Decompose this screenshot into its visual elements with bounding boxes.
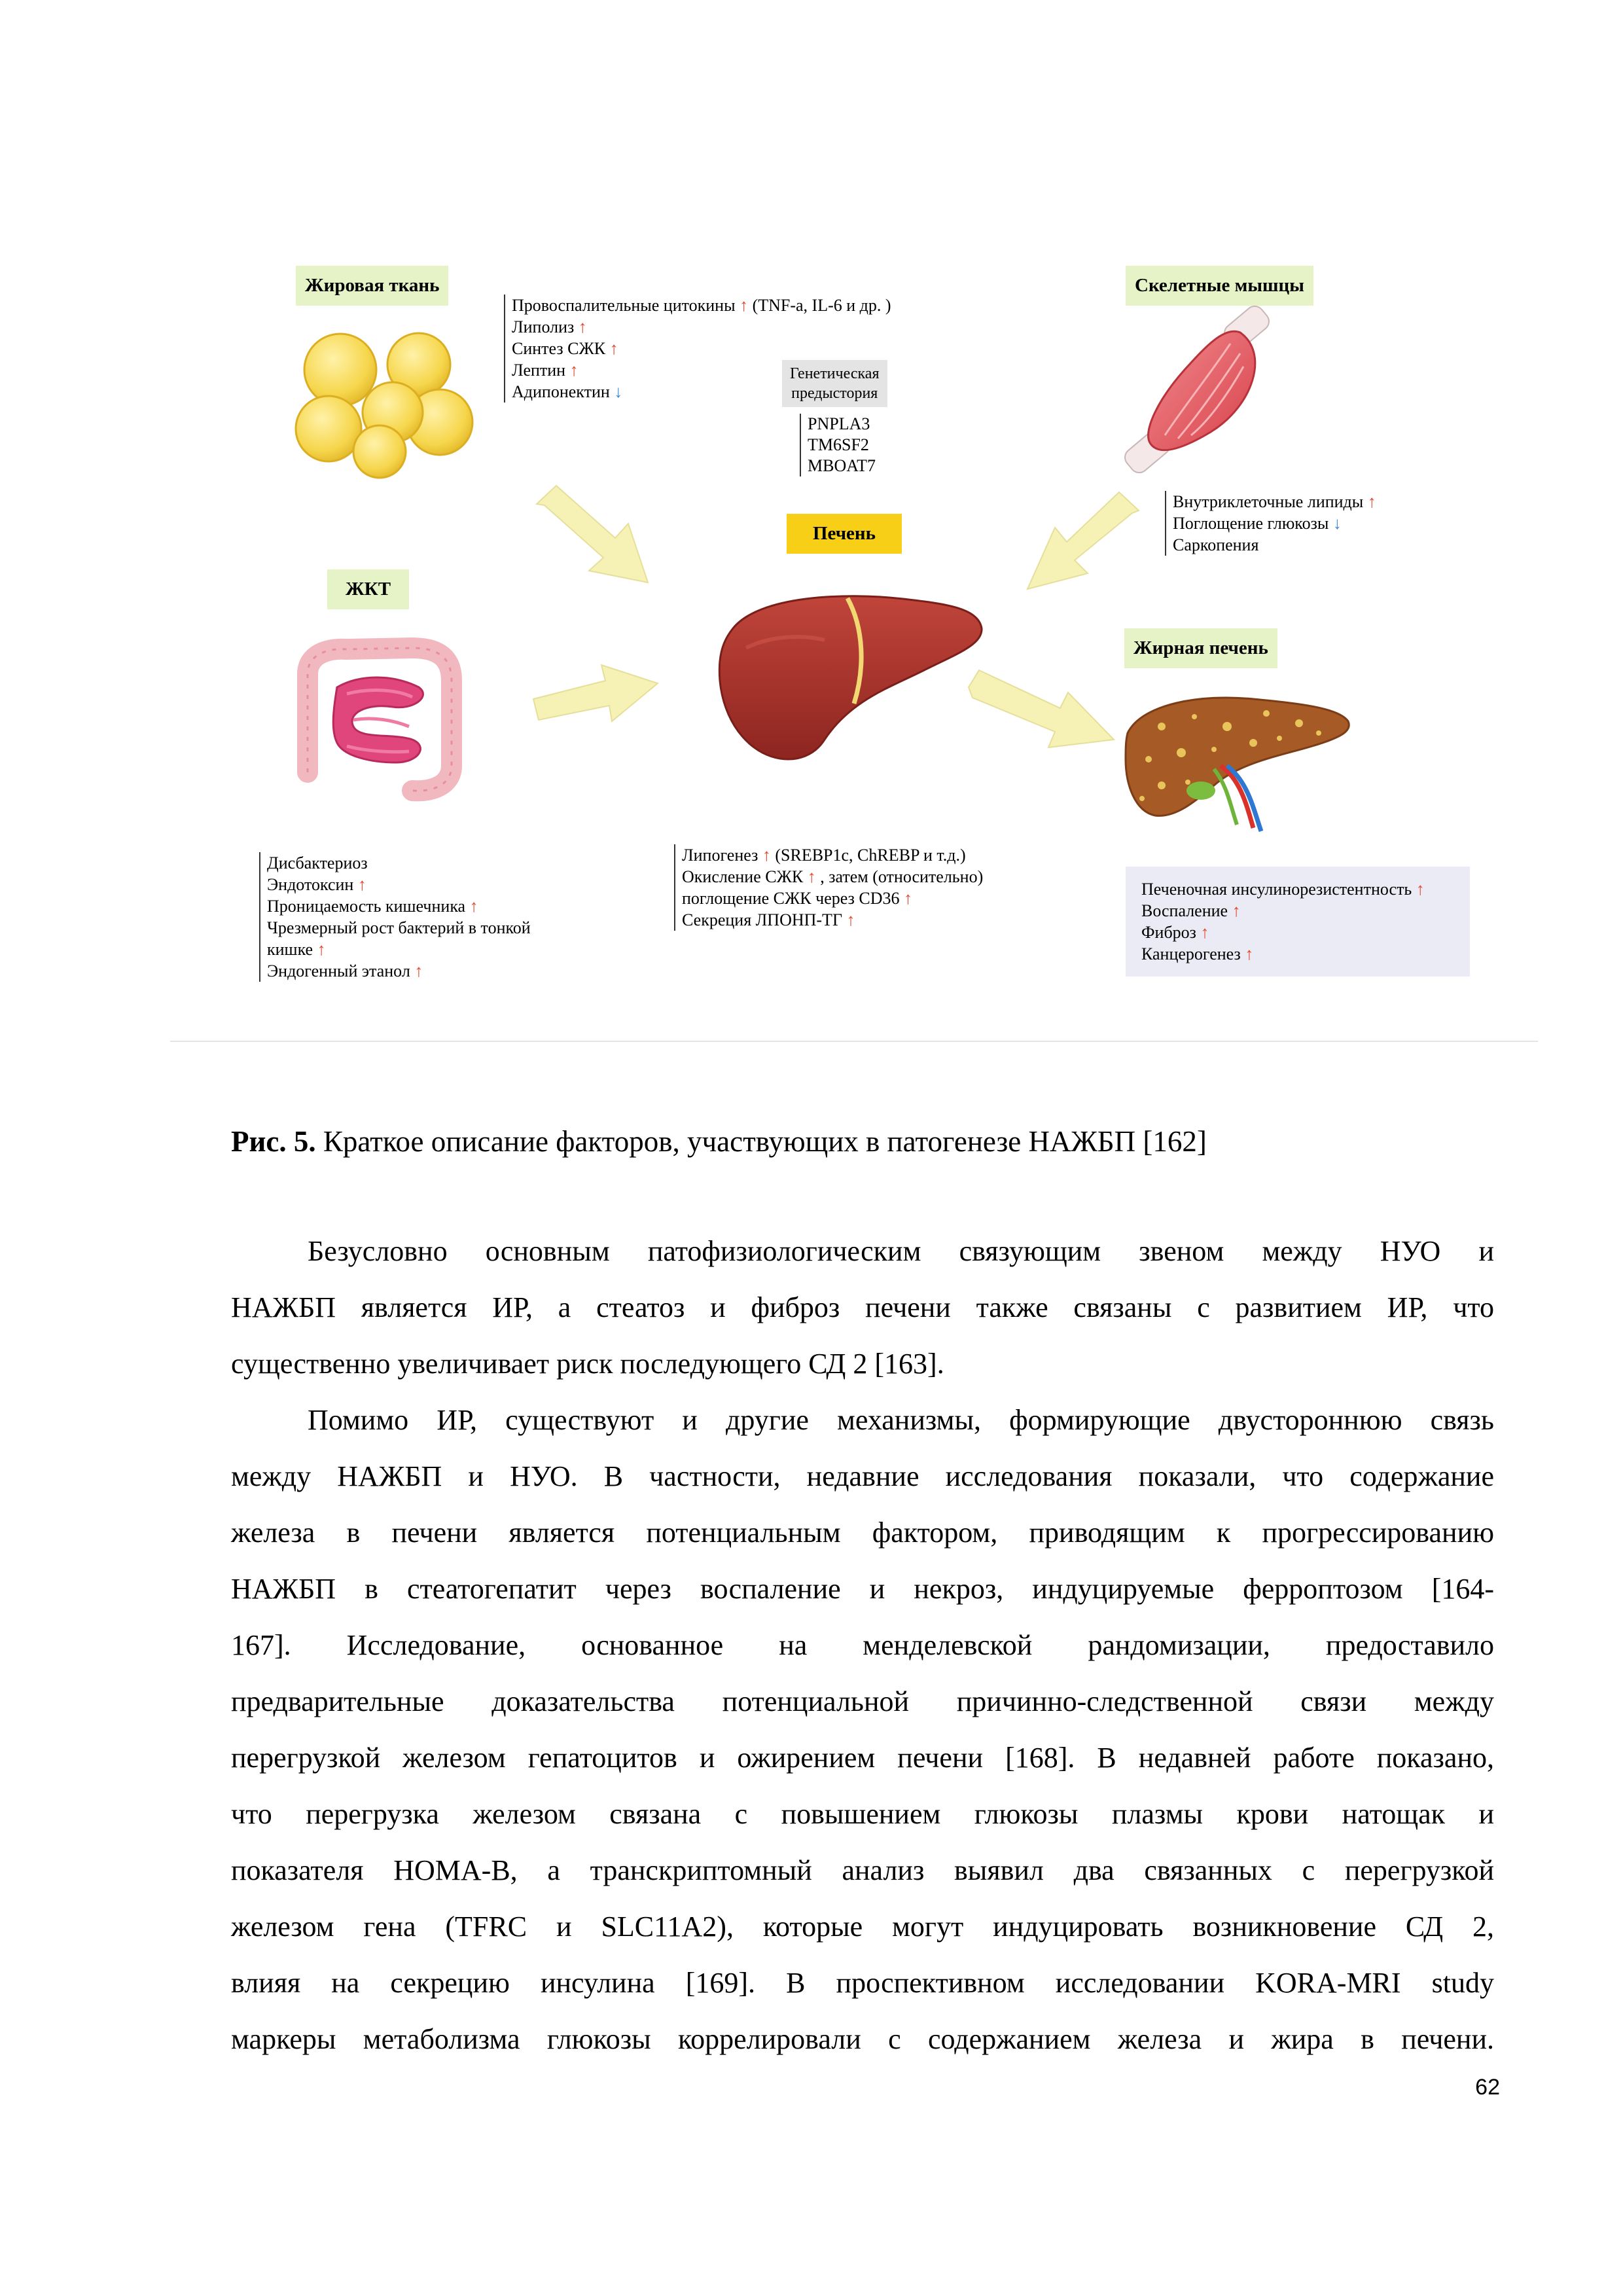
gene: PNPLA3 [808, 414, 870, 433]
text-line: НАЖБП в стеатогепатит через воспаление и некроз, индуцируемые ферроптозом [164- [231, 1573, 1494, 1605]
gut-factor: Эндотоксин ↑ [267, 875, 366, 894]
liver-illustration [713, 589, 988, 766]
muscle-factor: Внутриклеточные липиды ↑ [1173, 492, 1376, 511]
adipose-factor: Провоспалительные цитокины ↑ (TNF-a, IL-6 и др. ) [512, 296, 891, 315]
figure-divider [170, 1041, 1538, 1042]
caption-text: Краткое описание факторов, участвующих в патогенезе НАЖБП [162] [315, 1125, 1207, 1158]
genes-list [800, 414, 876, 476]
text-line: железа в печени является потенциальным фактором, приводящим к прогрессированию [231, 1516, 1494, 1549]
liver-factor-list [674, 844, 983, 931]
caption-label: Рис. 5. [231, 1125, 316, 1158]
adipose-factor: Липолиз ↑ [512, 317, 587, 336]
liver-title: Печень [787, 514, 902, 554]
gene: TM6SF2 [808, 435, 869, 454]
genetic-background-box [782, 360, 887, 407]
text-line: влияя на секрецию инсулина [169]. В проспективном исследовании KORA-MRI study [231, 1967, 1494, 1999]
genetic-title-line1: Генетическая [790, 365, 880, 382]
gut-factor: Дисбактериоз [267, 853, 368, 872]
fatty-liver-illustration [1122, 687, 1358, 844]
figure [170, 236, 1538, 1041]
text-line: что перегрузка железом связана с повышением глюкозы плазмы крови натощак и [231, 1798, 1494, 1830]
liver-factor: Липогенез ↑ (SREBP1c, ChREBP и т.д.) [682, 846, 966, 865]
text-line: Безусловно основным патофизиологическим связующим звеном между НУО и [308, 1235, 1494, 1267]
liver-factor: поглощение СЖК через CD36 ↑ [682, 889, 913, 908]
genetic-title-line2: предыстория [791, 385, 878, 402]
arrow-muscle-to-liver [1014, 484, 1145, 602]
muscle-factor: Поглощение глюкозы ↓ [1173, 514, 1342, 533]
adipose-tissue-title: Жировая ткань [296, 266, 448, 306]
skeletal-muscle-title: Скелетные мышцы [1126, 266, 1313, 306]
fatty-liver-factor: Печеночная инсулинорезистентность ↑ [1141, 880, 1425, 899]
adipose-factor: Синтез СЖК ↑ [512, 339, 618, 358]
gut-title: ЖКТ [327, 569, 409, 609]
gut-factor: Проницаемость кишечника ↑ [267, 897, 478, 916]
gut-factor: кишке ↑ [267, 940, 326, 959]
gut-factor-list [259, 852, 531, 982]
gene: MBOAT7 [808, 456, 876, 475]
gut-factor: Чрезмерный рост бактерий в тонкой [267, 918, 531, 937]
paragraph-1 [231, 1223, 1494, 1392]
muscle-factor-list [1165, 491, 1376, 556]
fatty-liver-factor: Воспаление ↑ [1141, 901, 1241, 920]
fatty-liver-factor-box [1126, 867, 1470, 977]
figure-caption [231, 1122, 1207, 1161]
muscle-illustration [1113, 308, 1289, 478]
page-number: 62 [1475, 2075, 1500, 2100]
liver-factor: Окисление СЖК ↑ , затем (относительно) [682, 867, 984, 886]
text-line: показателя HOMA-B, а транскриптомный анализ выявил два связанных с перегрузкой [231, 1854, 1494, 1886]
text-line: маркеры метаболизма глюкозы коррелировали с содержанием железа и жира в печени. [231, 2023, 1494, 2055]
text-line: железом гена (TFRC и SLC11A2), которые могут индуцировать возникновение СД 2, [231, 1910, 1494, 1943]
adipose-factor: Адипонектин ↓ [512, 382, 623, 401]
text-line: 167]. Исследование, основанное на менделевской рандомизации, предоставило [231, 1629, 1494, 1661]
adipose-cells-illustration [294, 331, 478, 481]
text-line: предварительные доказательства потенциальной причинно-следственной связи между [231, 1685, 1494, 1717]
text-line: НАЖБП является ИР, а стеатоз и фиброз печени также связаны с развитием ИР, что [231, 1291, 1494, 1323]
muscle-factor: Саркопения [1173, 535, 1259, 554]
gut-factor: Эндогенный этанол ↑ [267, 961, 423, 980]
fatty-liver-factor: Канцерогенез ↑ [1141, 944, 1254, 963]
liver-factor: Секреция ЛПОНП-ТГ ↑ [682, 910, 855, 929]
adipose-factor: Лептин ↑ [512, 361, 579, 380]
fatty-liver-title: Жирная печень [1124, 628, 1277, 668]
intestine-illustration [281, 635, 471, 798]
arrow-liver-to-fatty-liver [969, 668, 1119, 766]
arrow-adipose-to-liver [537, 478, 668, 589]
text-line: существенно увеличивает риск последующего СД 2 [163]. [231, 1348, 944, 1380]
text-line: перегрузкой железом гепатоцитов и ожирением печени [168]. В недавней работе показано, [231, 1742, 1494, 1774]
arrow-gut-to-liver [533, 661, 664, 733]
text-line: Помимо ИР, существуют и другие механизмы, формирующие двустороннюю связь [308, 1404, 1494, 1436]
paragraph-2 [231, 1392, 1494, 2068]
text-line: между НАЖБП и НУО. В частности, недавние исследования показали, что содержание [231, 1460, 1494, 1492]
fatty-liver-factor: Фиброз ↑ [1141, 923, 1209, 942]
